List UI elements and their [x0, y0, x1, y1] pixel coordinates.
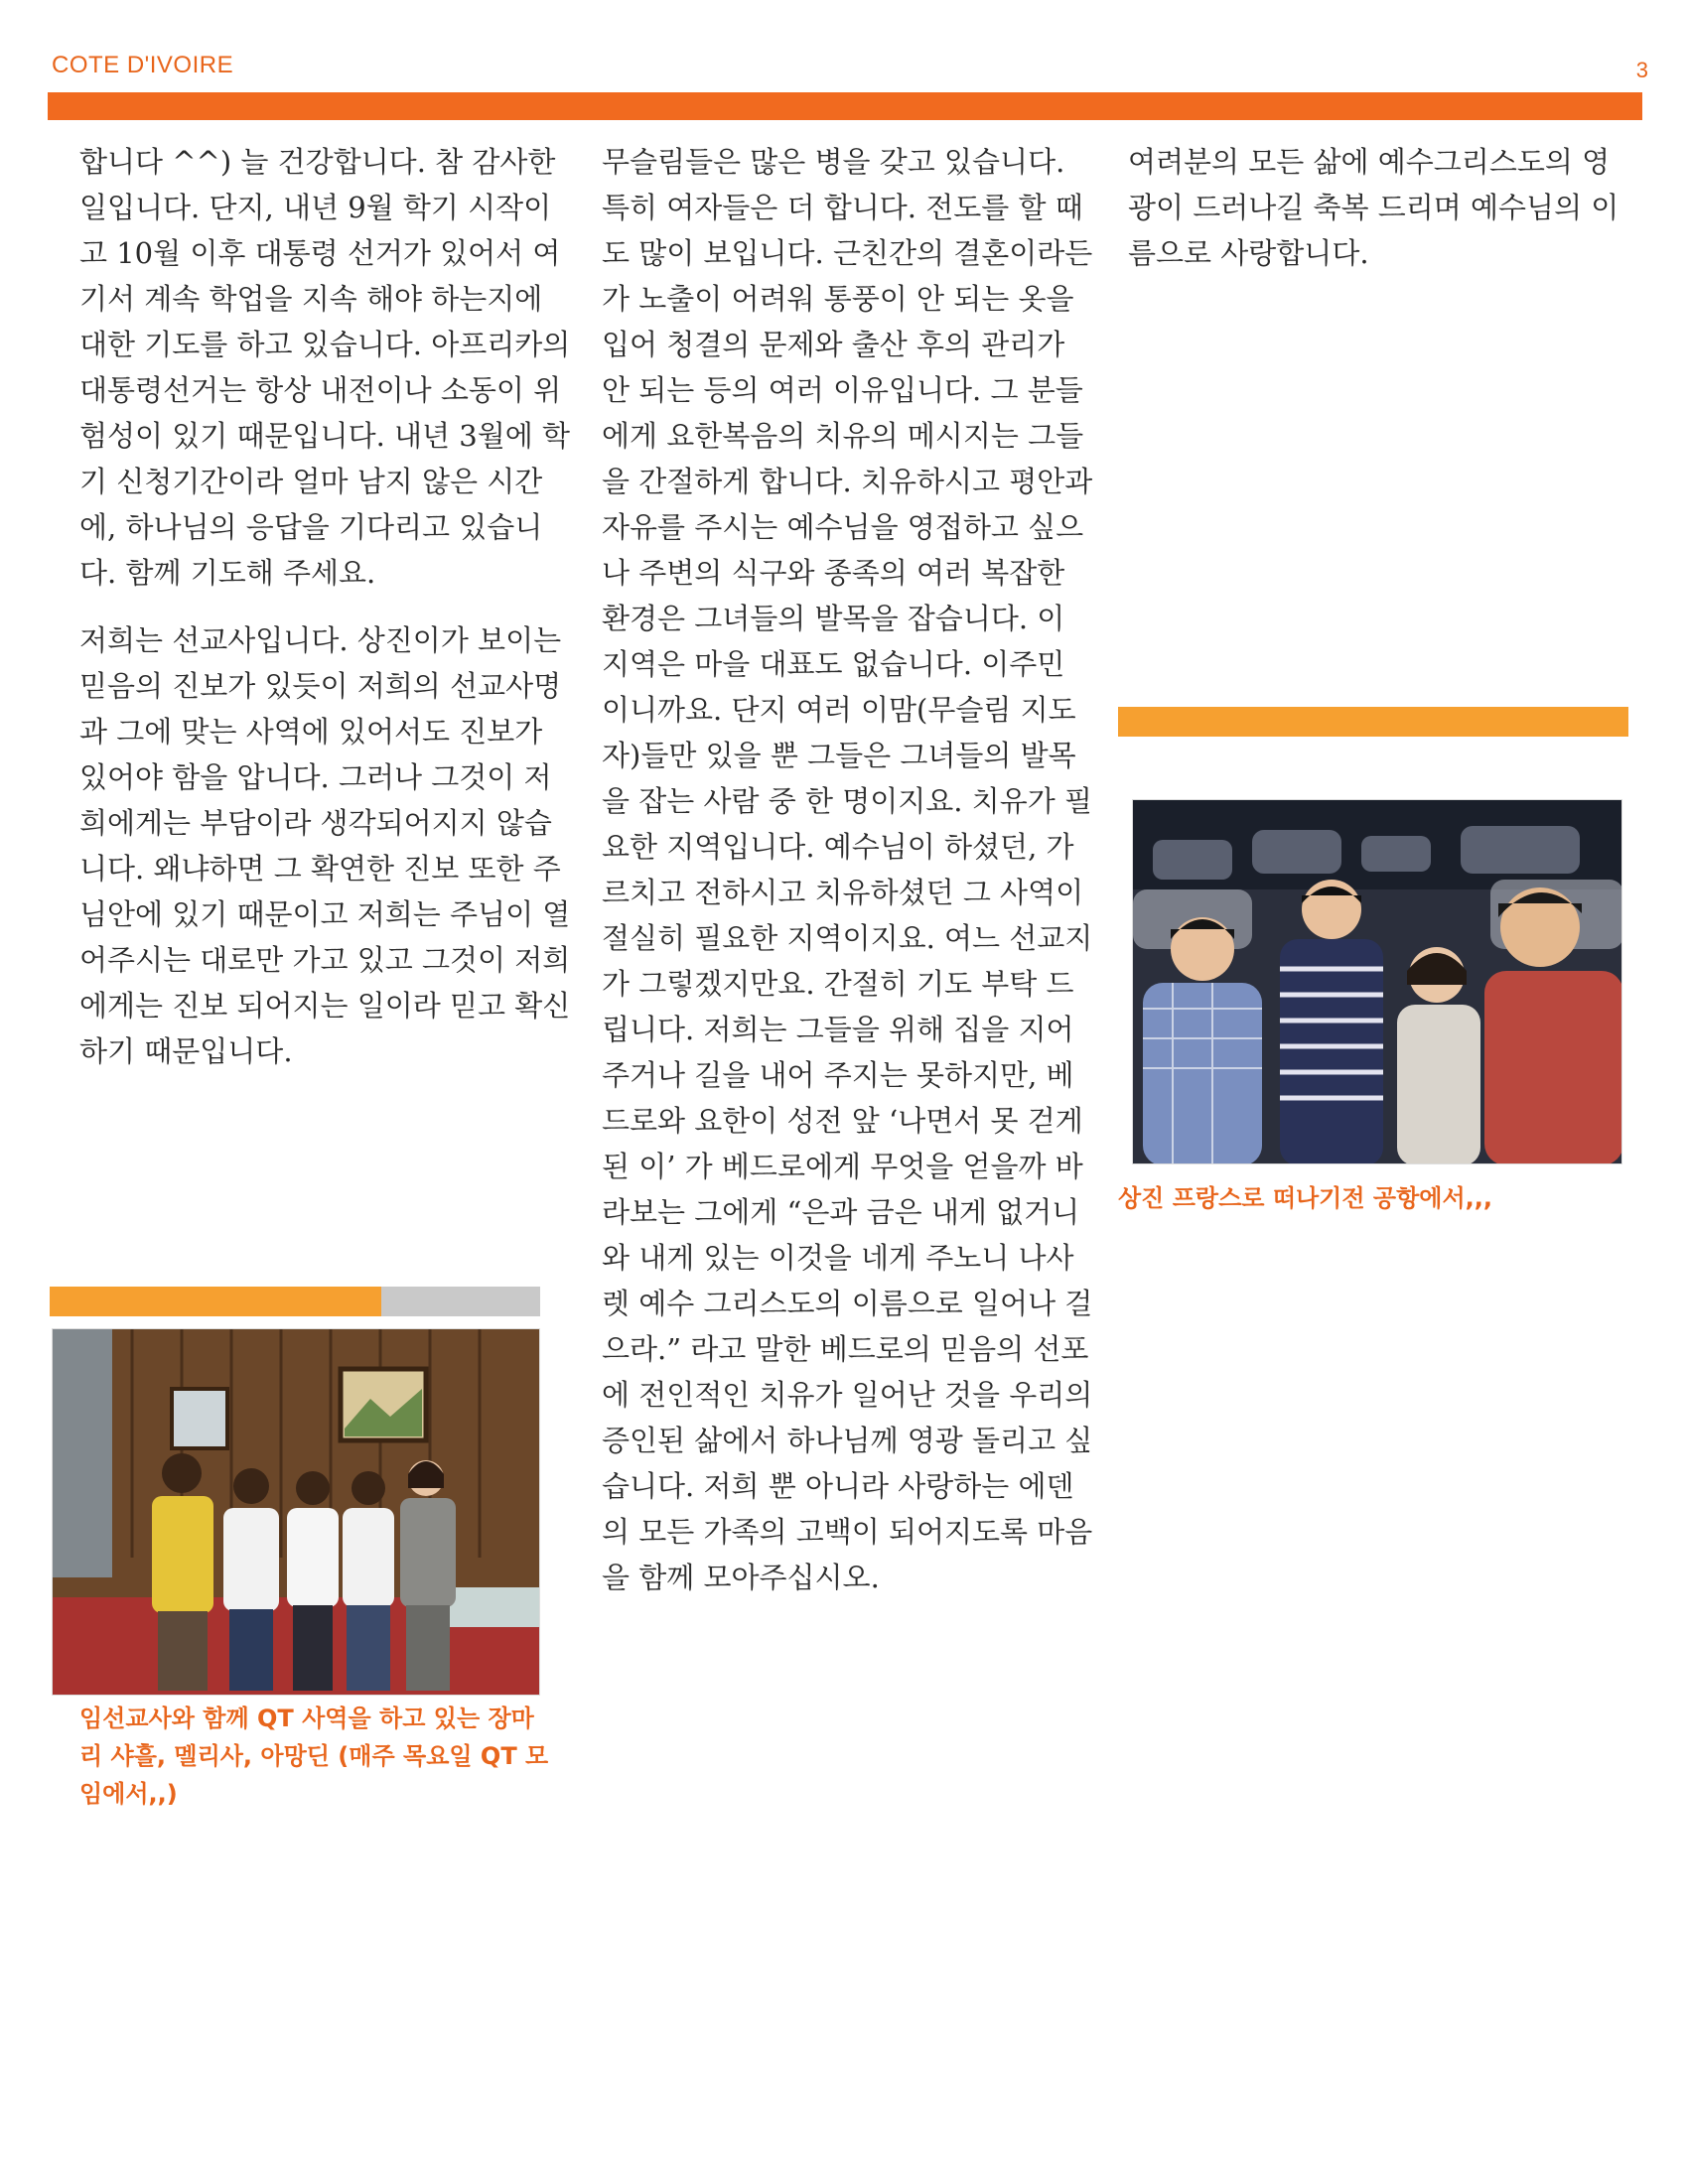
article-column-3 [1128, 139, 1624, 276]
divider-orange-segment [50, 1287, 381, 1316]
photo1-divider-bar [50, 1287, 540, 1316]
column-1-paragraph-2: 저희는 선교사입니다. 상진이가 보이는 믿음의 진보가 있듯이 저희의 선교사명과 그에 맞는 사역에 있어서도 진보가 있어야 함을 압니다. 그러나 그것이 저희에게는 부담이라 생각되어지지 않습니다. 왜냐하면 그 확연한 진보 또한 주님안에 있기 때문이고 저희는 주님이 열어주시는 대로만 가고 있고 그것이 저희에게는 진보 되어지는 일이라 믿고 확신하기 때문입니다. [79, 623, 571, 1068]
group-photo-restaurant [52, 1328, 540, 1696]
column-3-paragraph-1: 여려분의 모든 삶에 예수그리스도의 영광이 드러나길 축복 드리며 예수님의 이름으로 사랑합니다. [1128, 145, 1619, 270]
column-2-paragraph-1: 무슬림들은 많은 병을 갖고 있습니다. 특히 여자들은 더 합니다. 전도를 할 때도 많이 보입니다. 근친간의 결혼이라든가 노출이 어려워 통풍이 안 되는 옷을 입어 청결의 문제와 출산 후의 관리가 안 되는 등의 여러 이유입니다. 그 분들에게 요한복음의 치유의 메시지는 그들을 간절하게 합니다. 치유하시고 평안과 자유를 주시는 예수님을 영접하고 싶으나 주변의 식구와 종족의 여러 복잡한 환경은 그녀들의 발목을 잡습니다. 이 지역은 마을 대표도 없습니다. 이주민 이니까요. 단지 여러 이맘(무슬림 지도자)들만 있을 뿐 그들은 그녀들의 발목을 잡는 사람 중 한 명이지요. 치유가 필요한 지역입니다. 예수님이 하셨던, 가르치고 전하시고 치유하셨던 그 사역이 절실히 필요한 지역이지요. 여느 선교지가 그렇겠지만요. 간절히 기도 부탁 드립니다. 저희는 그들을 위해 집을 지어주거나 길을 내어 주지는 못하지만, 베드로와 요한이 성전 앞 ‘나면서 못 걷게 된 이’ 가 베드로에게 무엇을 얻을까 바라보는 그에게 “은과 금은 내게 없거니와 내게 있는 이것을 네게 주노니 나사렛 예수 그리스도의 이름으로 일어나 걸으라.” 라고 말한 베드로의 믿음의 선포에 전인적인 치유가 일어난 것을 우리의 증인된 삶에서 하나님께 영광 돌리고 싶습니다. 저희 뿐 아니라 사랑하는 에덴의 모든 가족의 고백이 되어지도록 마음을 함께 모아주십시오. [602, 145, 1093, 1594]
article-column-2 [602, 139, 1098, 1600]
family-photo-illustration [1133, 800, 1622, 1164]
group-photo-illustration [53, 1329, 540, 1696]
airport-family-selfie [1132, 799, 1622, 1164]
section-title: COTE D'IVOIRE [52, 52, 234, 78]
column-1-paragraph-1: 합니다 ^^) 늘 건강합니다. 참 감사한 일입니다. 단지, 내년 9월 학기 시작이고 10월 이후 대통령 선거가 있어서 여기서 계속 학업을 지속 해야 하는지에 대한 기도를 하고 있습니다. 아프리카의 대통령선거는 항상 내전이나 소동이 위험성이 있기 때문입니다. 내년 3월에 학기 신청기간이라 얼마 남지 않은 시간에, 하나님의 응답을 기다리고 있습니다. 함께 기도해 주세요. [79, 145, 571, 590]
photo2-caption: 상진 프랑스로 떠나기전 공항에서,,, [1118, 1184, 1492, 1212]
divider-gray-segment [381, 1287, 540, 1316]
article-column-1 [79, 139, 576, 1074]
page-number: 3 [1635, 58, 1648, 82]
photo1-caption: 임선교사와 함께 QT 사역을 하고 있는 장마리 샤흘, 멜리사, 아망딘 (매주 목요일 QT 모임에서,,) [79, 1705, 549, 1808]
photo2-divider-bar [1118, 707, 1628, 737]
header-rule [48, 92, 1642, 120]
